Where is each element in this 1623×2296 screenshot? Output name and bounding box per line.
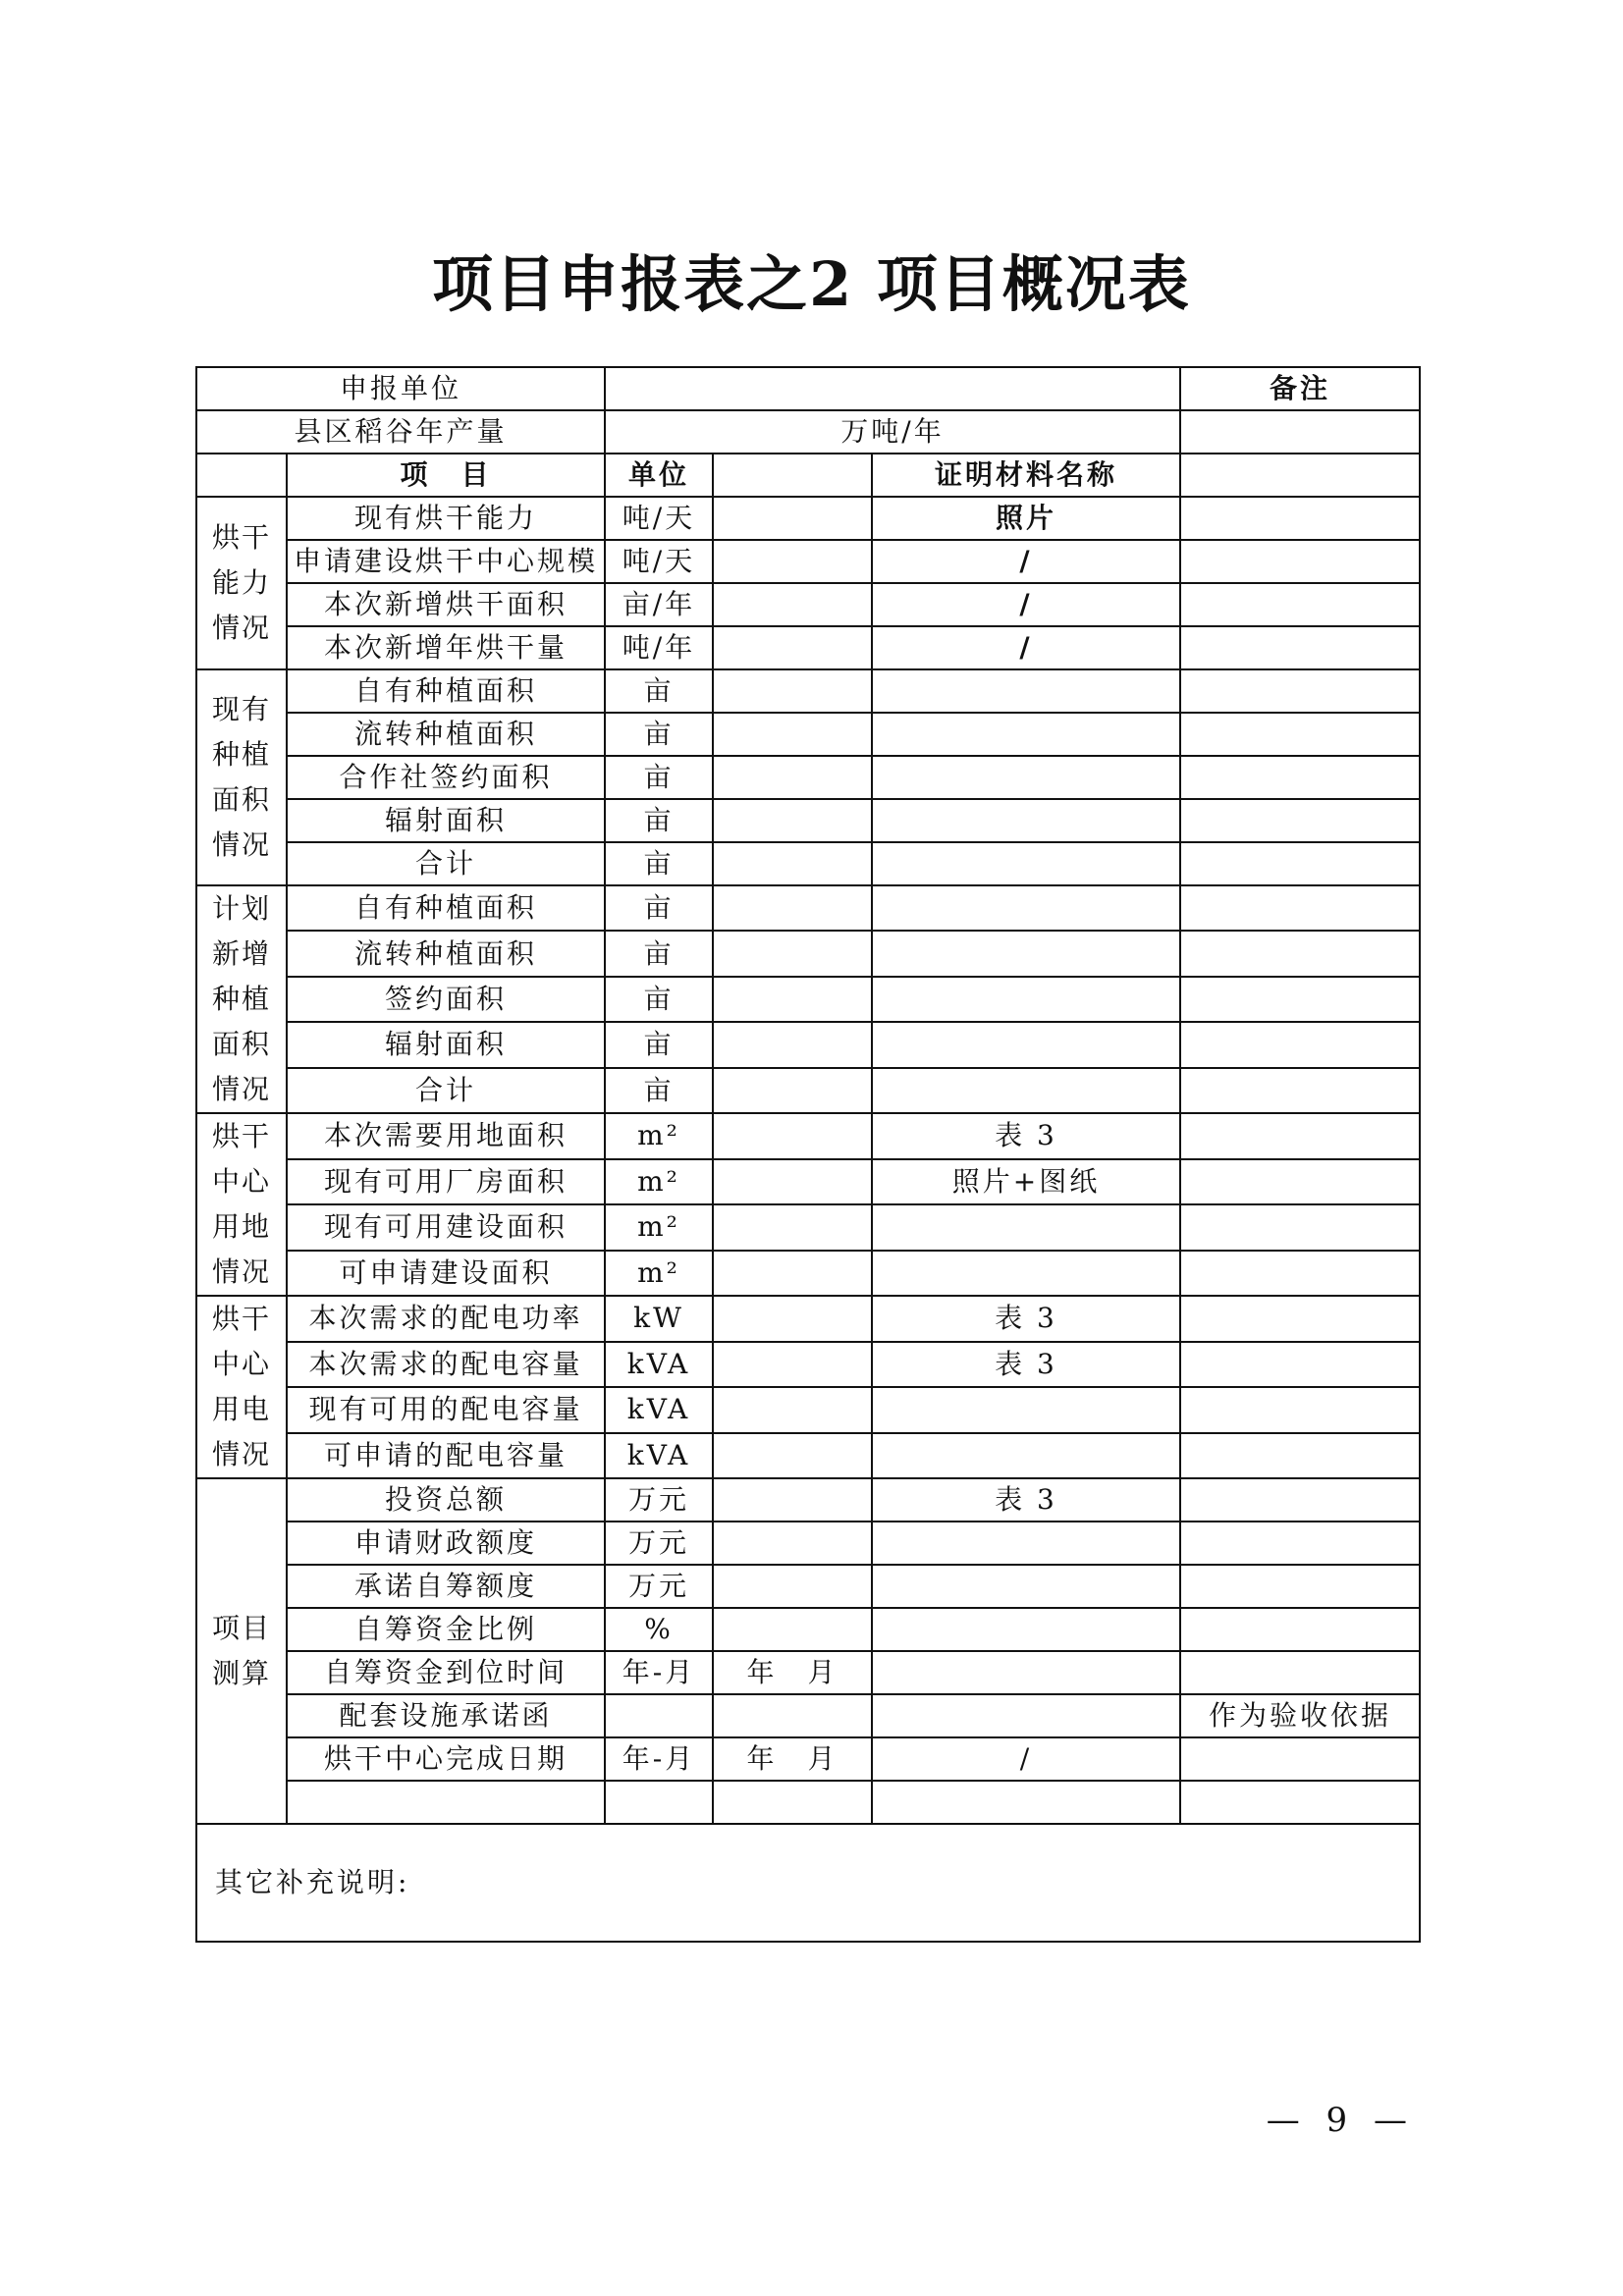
item-label: 本次需求的配电功率 xyxy=(287,1296,605,1342)
evidence-cell[interactable] xyxy=(872,1022,1180,1067)
remark-cell[interactable] xyxy=(1180,1737,1420,1781)
unit-label: 亩 xyxy=(605,885,713,931)
table-row xyxy=(196,497,1420,540)
evidence-cell[interactable] xyxy=(872,1204,1180,1251)
table-row xyxy=(196,799,1420,842)
value-cell[interactable] xyxy=(713,1608,872,1651)
remark-cell[interactable] xyxy=(1180,1478,1420,1522)
evidence-cell[interactable] xyxy=(872,1522,1180,1565)
item-label: 本次需要用地面积 xyxy=(287,1113,605,1159)
value-cell[interactable] xyxy=(713,1781,872,1824)
unit-label: kW xyxy=(605,1296,713,1342)
value-cell[interactable] xyxy=(713,977,872,1022)
table-row xyxy=(196,1342,1420,1388)
table-row xyxy=(196,977,1420,1022)
remark-cell[interactable] xyxy=(1180,1342,1420,1388)
table-row xyxy=(196,540,1420,583)
table-row xyxy=(196,1522,1420,1565)
remark-cell[interactable] xyxy=(1180,1522,1420,1565)
unit-label[interactable] xyxy=(605,1781,713,1824)
remark-cell[interactable] xyxy=(1180,1251,1420,1297)
remark-cell[interactable] xyxy=(1180,713,1420,756)
value-cell[interactable] xyxy=(713,1068,872,1113)
county-output-label: 县区稻谷年产量 xyxy=(196,410,605,454)
item-label[interactable] xyxy=(287,1781,605,1824)
unit-label: m² xyxy=(605,1113,713,1159)
unit-label: 吨/年 xyxy=(605,626,713,669)
remark-cell[interactable] xyxy=(1180,1781,1420,1824)
item-label: 合作社签约面积 xyxy=(287,756,605,799)
county-output-unit[interactable]: 万吨/年 xyxy=(605,410,1180,454)
table-row xyxy=(196,1022,1420,1067)
unit-label: kVA xyxy=(605,1433,713,1479)
table-row xyxy=(196,931,1420,976)
remark-cell[interactable] xyxy=(1180,1068,1420,1113)
table-row xyxy=(196,1608,1420,1651)
item-label: 现有可用厂房面积 xyxy=(287,1159,605,1205)
table-row xyxy=(196,1296,1420,1342)
value-cell[interactable] xyxy=(713,1478,872,1522)
value-cell[interactable] xyxy=(713,1694,872,1737)
item-label: 辐射面积 xyxy=(287,799,605,842)
evidence-cell: 表 3 xyxy=(872,1342,1180,1388)
value-cell[interactable] xyxy=(713,931,872,976)
item-label: 本次需求的配电容量 xyxy=(287,1342,605,1388)
table-row xyxy=(196,842,1420,885)
item-label: 申请建设烘干中心规模 xyxy=(287,540,605,583)
evidence-cell[interactable] xyxy=(872,713,1180,756)
evidence-cell: 表 3 xyxy=(872,1478,1180,1522)
remark-cell[interactable] xyxy=(1180,1113,1420,1159)
unit-label: 亩 xyxy=(605,756,713,799)
unit-label: 年-月 xyxy=(605,1737,713,1781)
evidence-cell[interactable] xyxy=(872,885,1180,931)
unit-label: m² xyxy=(605,1159,713,1205)
item-label: 现有烘干能力 xyxy=(287,497,605,540)
value-cell[interactable] xyxy=(713,799,872,842)
table-row xyxy=(196,1159,1420,1205)
table-row xyxy=(196,885,1420,931)
col-evidence-header: 证明材料名称 xyxy=(872,454,1180,497)
item-label: 辐射面积 xyxy=(287,1022,605,1067)
project-overview-table xyxy=(195,366,1421,1943)
item-label: 可申请的配电容量 xyxy=(287,1433,605,1479)
evidence-cell[interactable] xyxy=(872,977,1180,1022)
item-label: 合计 xyxy=(287,1068,605,1113)
table-row xyxy=(196,1694,1420,1737)
group-label-land: 烘干中心用地情况 xyxy=(196,1113,287,1296)
evidence-cell[interactable] xyxy=(872,1608,1180,1651)
item-label: 本次新增烘干面积 xyxy=(287,583,605,626)
remark-cell[interactable] xyxy=(1180,1159,1420,1205)
remark-cell[interactable] xyxy=(1180,885,1420,931)
remark-cell[interactable] xyxy=(1180,1651,1420,1694)
unit-label: 亩 xyxy=(605,713,713,756)
remark-cell[interactable] xyxy=(1180,669,1420,713)
item-label: 合计 xyxy=(287,842,605,885)
table-row xyxy=(196,1387,1420,1433)
evidence-cell: / xyxy=(872,540,1180,583)
item-label: 承诺自筹额度 xyxy=(287,1565,605,1608)
unit-label: 万元 xyxy=(605,1522,713,1565)
unit-label: kVA xyxy=(605,1342,713,1388)
unit-label: 亩 xyxy=(605,1022,713,1067)
unit-label: kVA xyxy=(605,1387,713,1433)
unit-label: 亩 xyxy=(605,931,713,976)
evidence-cell: / xyxy=(872,583,1180,626)
value-cell[interactable] xyxy=(713,583,872,626)
unit-label: 亩 xyxy=(605,842,713,885)
evidence-cell[interactable] xyxy=(872,1651,1180,1694)
unit-label: m² xyxy=(605,1204,713,1251)
item-label: 可申请建设面积 xyxy=(287,1251,605,1297)
unit-label: 万元 xyxy=(605,1478,713,1522)
evidence-cell[interactable] xyxy=(872,1781,1180,1824)
value-cell[interactable] xyxy=(713,1342,872,1388)
table-row xyxy=(196,1068,1420,1113)
value-cell[interactable] xyxy=(713,713,872,756)
table-row xyxy=(196,1204,1420,1251)
group-label-budget: 项目测算 xyxy=(196,1478,287,1824)
page-title: 项目申报表之2 项目概况表 xyxy=(432,248,1191,320)
item-label: 自筹资金比例 xyxy=(287,1608,605,1651)
col-value-header xyxy=(713,454,872,497)
value-cell[interactable] xyxy=(713,756,872,799)
table-row xyxy=(196,1251,1420,1297)
evidence-cell[interactable] xyxy=(872,1433,1180,1479)
value-cell[interactable] xyxy=(713,1251,872,1297)
remark-cell[interactable] xyxy=(1180,1387,1420,1433)
unit-label: 万元 xyxy=(605,1565,713,1608)
remark-cell[interactable] xyxy=(1180,842,1420,885)
evidence-cell[interactable] xyxy=(872,756,1180,799)
unit-label xyxy=(605,1694,713,1737)
remark-cell[interactable] xyxy=(1180,410,1420,454)
group-label-existing: 现有种植面积情况 xyxy=(196,669,287,885)
other-notes-label: 其它补充说明: xyxy=(215,1866,410,1898)
item-label: 现有可用建设面积 xyxy=(287,1204,605,1251)
col-unit-header: 单位 xyxy=(605,454,713,497)
table-row xyxy=(196,626,1420,669)
remark-cell[interactable] xyxy=(1180,931,1420,976)
table-row-blank xyxy=(196,1781,1420,1824)
unit-label: 亩/年 xyxy=(605,583,713,626)
other-notes-field[interactable] xyxy=(196,1824,1420,1942)
value-cell[interactable] xyxy=(713,1204,872,1251)
remark-cell: 作为验收依据 xyxy=(1180,1694,1420,1737)
unit-label: 亩 xyxy=(605,799,713,842)
unit-label: 亩 xyxy=(605,1068,713,1113)
evidence-cell[interactable] xyxy=(872,1387,1180,1433)
applicant-input[interactable] xyxy=(605,367,1180,410)
evidence-cell[interactable] xyxy=(872,931,1180,976)
evidence-cell[interactable] xyxy=(872,799,1180,842)
table-row xyxy=(196,756,1420,799)
remark-cell[interactable] xyxy=(1180,540,1420,583)
evidence-cell: / xyxy=(872,626,1180,669)
value-cell[interactable] xyxy=(713,626,872,669)
evidence-cell[interactable] xyxy=(872,842,1180,885)
table-row xyxy=(196,669,1420,713)
remark-cell[interactable] xyxy=(1180,977,1420,1022)
evidence-cell[interactable] xyxy=(872,1251,1180,1297)
table-row xyxy=(196,1113,1420,1159)
table-row xyxy=(196,1565,1420,1608)
unit-label: 亩 xyxy=(605,669,713,713)
evidence-cell[interactable] xyxy=(872,1068,1180,1113)
remark-cell[interactable] xyxy=(1180,1433,1420,1479)
remark-cell[interactable] xyxy=(1180,583,1420,626)
remark-cell[interactable] xyxy=(1180,497,1420,540)
value-cell[interactable] xyxy=(713,1159,872,1205)
evidence-cell: 照片+图纸 xyxy=(872,1159,1180,1205)
table-row xyxy=(196,1433,1420,1479)
remark-cell[interactable] xyxy=(1180,454,1420,497)
value-cell[interactable] xyxy=(713,1433,872,1479)
value-cell[interactable] xyxy=(713,885,872,931)
value-cell[interactable]: 年 月 xyxy=(713,1651,872,1694)
group-header-cell xyxy=(196,454,287,497)
table-row xyxy=(196,713,1420,756)
col-item-header: 项 目 xyxy=(287,454,605,497)
unit-label: % xyxy=(605,1608,713,1651)
unit-label: m² xyxy=(605,1251,713,1297)
row-other-notes xyxy=(196,1824,1420,1942)
value-cell[interactable] xyxy=(713,1565,872,1608)
unit-label: 亩 xyxy=(605,977,713,1022)
item-label: 投资总额 xyxy=(287,1478,605,1522)
group-label-planned: 计划新增种植面积情况 xyxy=(196,885,287,1113)
item-label: 现有可用的配电容量 xyxy=(287,1387,605,1433)
row-applicant xyxy=(196,367,1420,410)
value-cell[interactable] xyxy=(713,497,872,540)
remark-cell[interactable] xyxy=(1180,1608,1420,1651)
value-cell[interactable] xyxy=(713,540,872,583)
applicant-label: 申报单位 xyxy=(196,367,605,410)
item-label: 申请财政额度 xyxy=(287,1522,605,1565)
evidence-cell: 表 3 xyxy=(872,1113,1180,1159)
item-label: 烘干中心完成日期 xyxy=(287,1737,605,1781)
unit-label: 吨/天 xyxy=(605,540,713,583)
row-headers xyxy=(196,454,1420,497)
remark-cell[interactable] xyxy=(1180,1022,1420,1067)
row-county-output xyxy=(196,410,1420,454)
value-cell[interactable] xyxy=(713,1113,872,1159)
table-row xyxy=(196,1651,1420,1694)
remark-cell[interactable] xyxy=(1180,1565,1420,1608)
value-cell[interactable] xyxy=(713,1022,872,1067)
table-row xyxy=(196,583,1420,626)
item-label: 配套设施承诺函 xyxy=(287,1694,605,1737)
value-cell[interactable] xyxy=(713,1387,872,1433)
remark-cell[interactable] xyxy=(1180,1204,1420,1251)
evidence-cell[interactable] xyxy=(872,1694,1180,1737)
item-label: 自有种植面积 xyxy=(287,885,605,931)
evidence-cell: 照片 xyxy=(872,497,1180,540)
item-label: 自筹资金到位时间 xyxy=(287,1651,605,1694)
table-row xyxy=(196,1478,1420,1522)
value-cell[interactable] xyxy=(713,1522,872,1565)
table-row xyxy=(196,1737,1420,1781)
value-cell[interactable]: 年 月 xyxy=(713,1737,872,1781)
value-cell[interactable] xyxy=(713,1296,872,1342)
remark-cell[interactable] xyxy=(1180,756,1420,799)
page-number: — 9 — xyxy=(1266,2101,1415,2140)
item-label: 自有种植面积 xyxy=(287,669,605,713)
remark-cell[interactable] xyxy=(1180,799,1420,842)
remarks-header: 备注 xyxy=(1180,367,1420,410)
evidence-cell: 表 3 xyxy=(872,1296,1180,1342)
evidence-cell: / xyxy=(872,1737,1180,1781)
remark-cell[interactable] xyxy=(1180,1296,1420,1342)
unit-label: 吨/天 xyxy=(605,497,713,540)
unit-label: 年-月 xyxy=(605,1651,713,1694)
value-cell[interactable] xyxy=(713,842,872,885)
evidence-cell[interactable] xyxy=(872,1565,1180,1608)
remark-cell[interactable] xyxy=(1180,626,1420,669)
item-label: 本次新增年烘干量 xyxy=(287,626,605,669)
group-label-drying: 烘干能力情况 xyxy=(196,497,287,669)
evidence-cell[interactable] xyxy=(872,669,1180,713)
item-label: 流转种植面积 xyxy=(287,713,605,756)
value-cell[interactable] xyxy=(713,669,872,713)
item-label: 签约面积 xyxy=(287,977,605,1022)
item-label: 流转种植面积 xyxy=(287,931,605,976)
group-label-power: 烘干中心用电情况 xyxy=(196,1296,287,1478)
